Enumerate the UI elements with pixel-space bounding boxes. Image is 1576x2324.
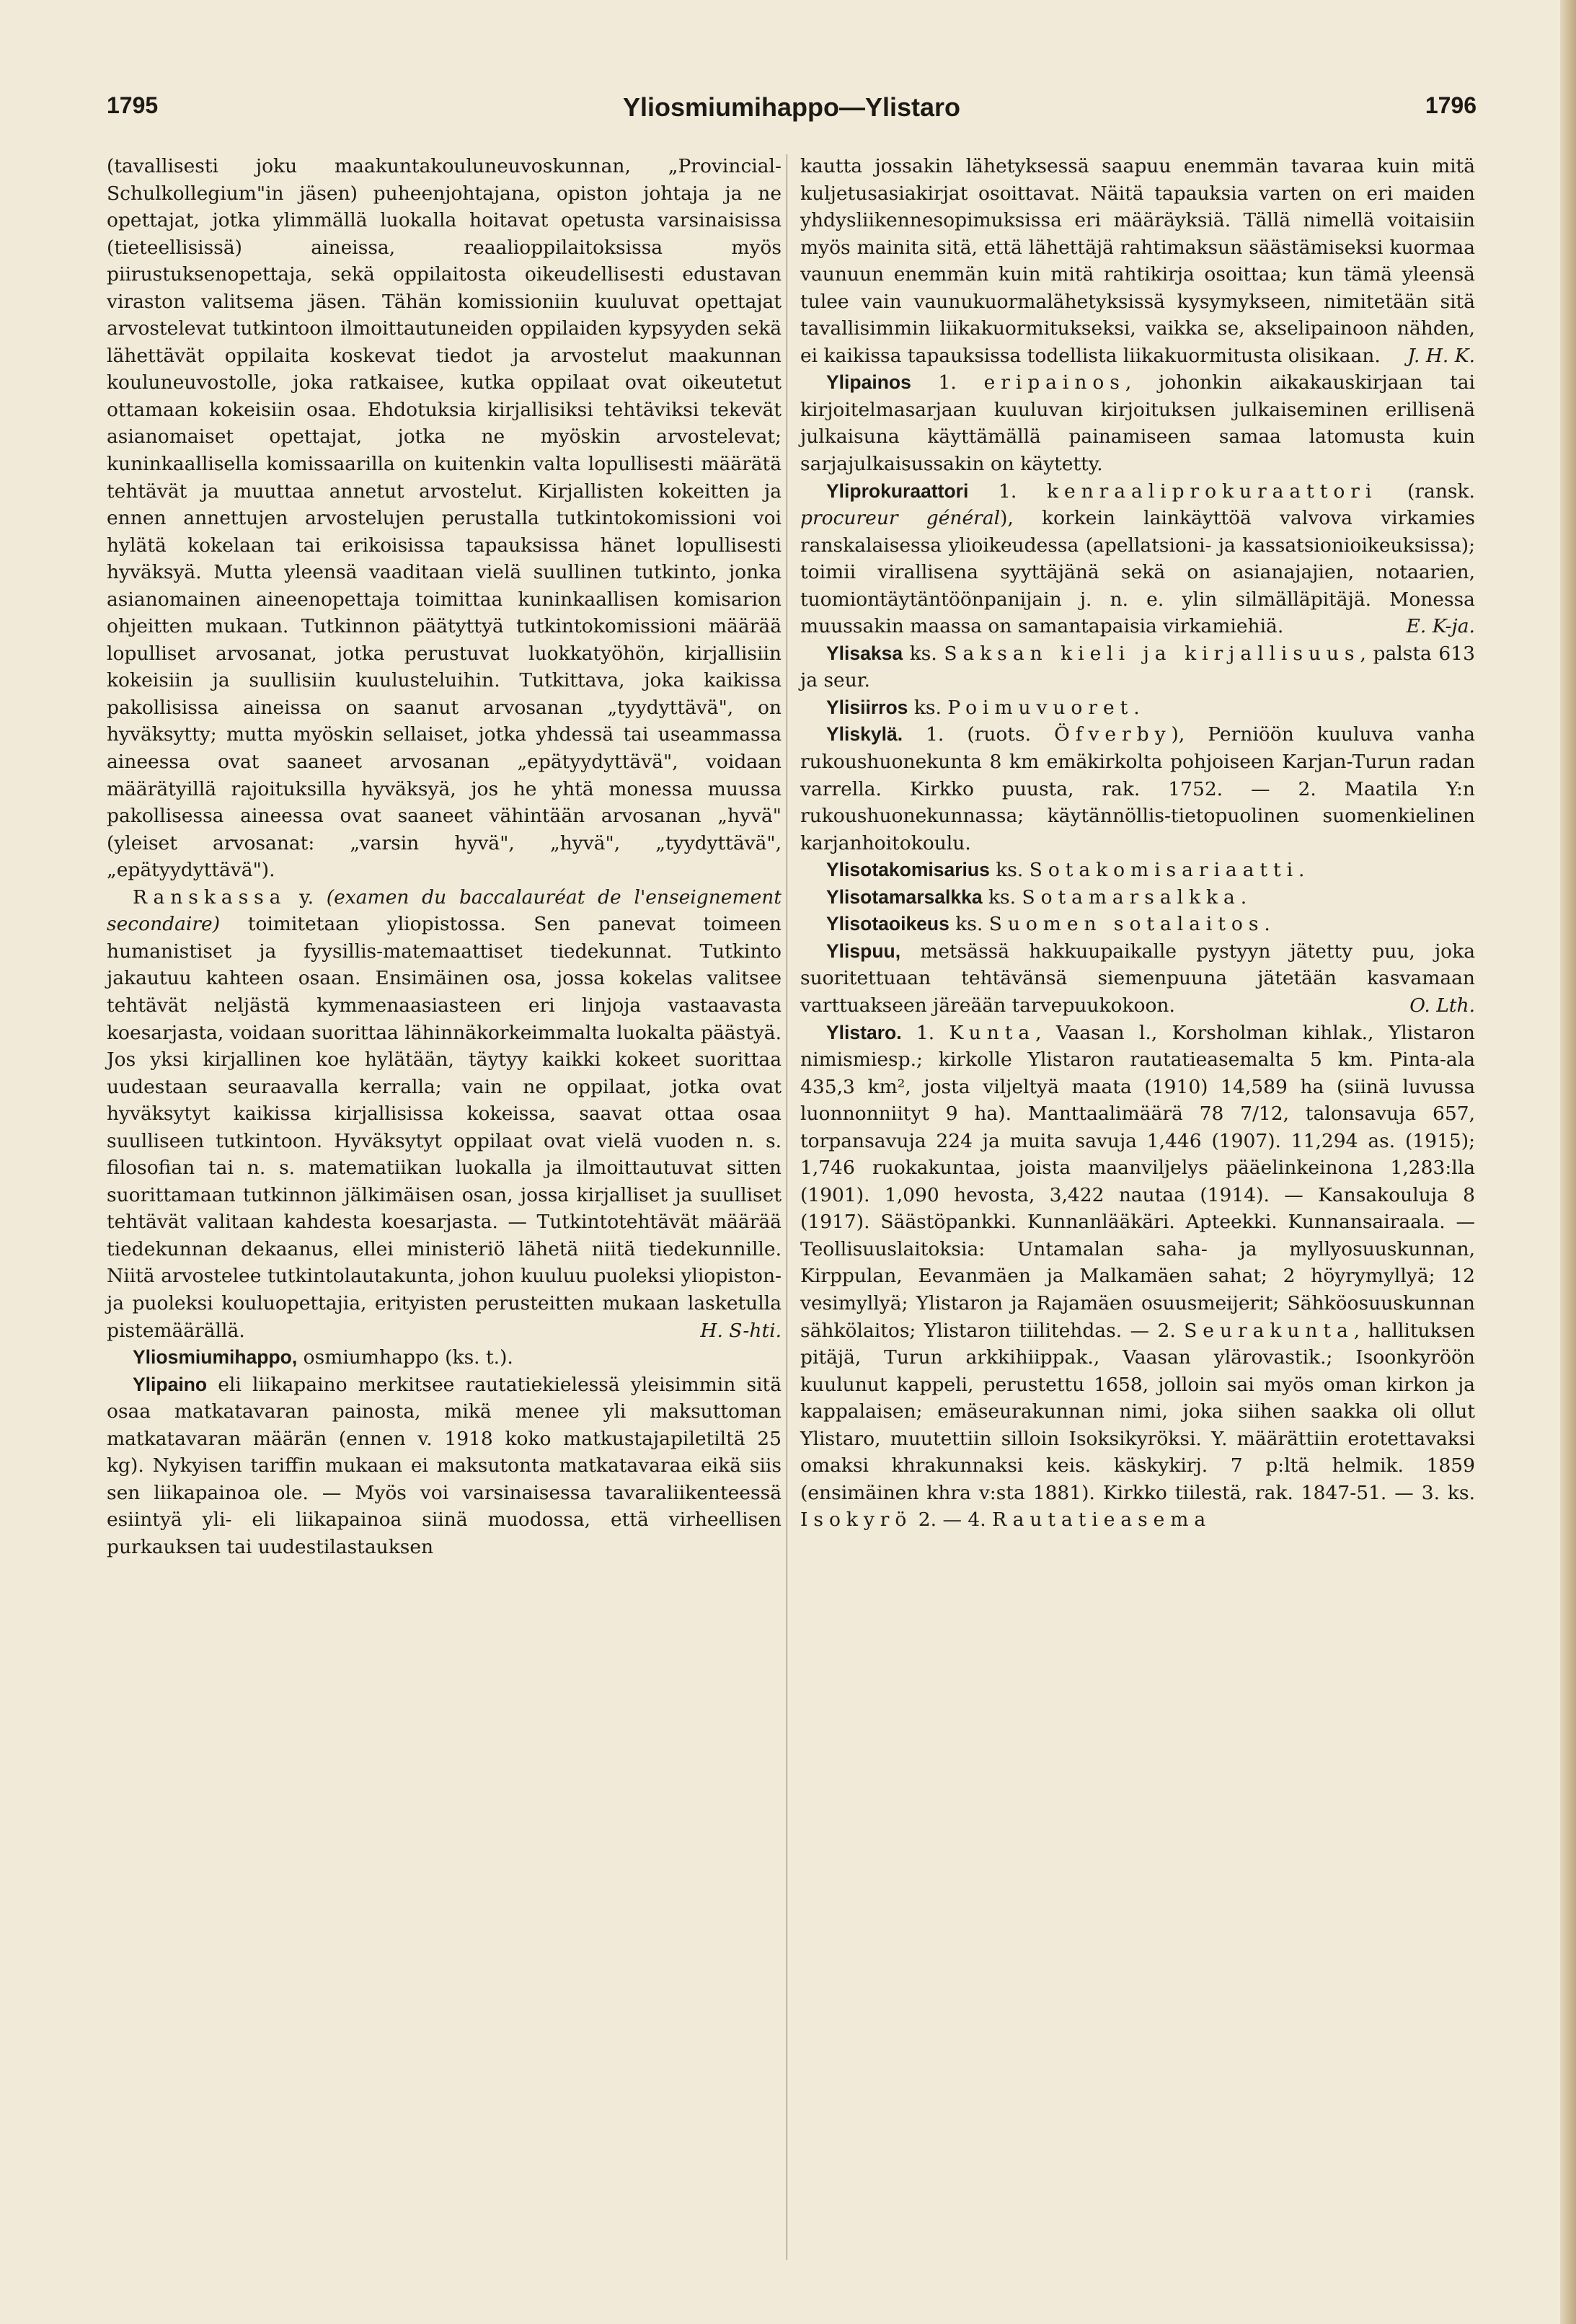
text-run: . xyxy=(1264,913,1270,936)
spaced-term: Öfverby xyxy=(1054,723,1172,746)
spaced-term: Rautatieasema xyxy=(992,1508,1212,1532)
text-run: ks. xyxy=(908,696,948,719)
entry-headword: Yliskylä. xyxy=(826,723,903,746)
spaced-term: Sotakomisariaatti xyxy=(1029,859,1299,882)
left-column xyxy=(107,153,782,1560)
entry-text: metsässä hakkuupaikalle pystyyn jätetty puu, joka suoritettuaan tehtävänsä siemenpuuna jätetään kasvamaan varttuakseen järeään tarvepuukokoon. xyxy=(800,940,1475,1017)
entry-headword: Ylisotakomisarius xyxy=(826,859,990,881)
right-column xyxy=(800,153,1475,1534)
text-run: . xyxy=(1133,696,1140,719)
spaced-term: Seurakunta xyxy=(1184,1319,1354,1342)
spaced-term: Kunta xyxy=(949,1021,1036,1044)
spaced-term: Suomen sotalaitos xyxy=(988,913,1265,936)
author-signature: J. H. K. xyxy=(1407,344,1475,367)
entry-yliosmiumihappo xyxy=(107,1344,782,1371)
entry-text: osmiumhappo (ks. t.). xyxy=(297,1346,513,1369)
entry-headword: Ylipainos xyxy=(826,371,911,394)
france-paragraph xyxy=(107,884,782,1344)
spaced-term: kenraaliprokuraattori xyxy=(1046,480,1378,503)
text-run: , hallituksen pitäjä, Turun arkkihiippak., Vaasan ylärovastik.; Isoonkyröön kuulunut kappeli, perustettu 1658, jolloin sai myös oman kirkon ja kappalaisen; emäseurakunnan nimi, joka siihen saakka oli ollut Ylistaro, muutettiin silloin Isoksikyröksi. Y. määrättiin erotettavaksi omaksi khrakunnaksi keis. käskykirj. 7 p:ltä helmik. 1859 (ensimäinen khra v:sta 1881). Kirkko tiilestä, rak. 1847-51. — 3. ks. xyxy=(800,1319,1475,1504)
entry-ylisiirros xyxy=(800,694,1475,722)
entry-yliskyla xyxy=(800,721,1475,857)
text-run: 1. xyxy=(901,1021,949,1044)
entry-headword: Ylisotaoikeus xyxy=(826,913,949,935)
text-run: ks. xyxy=(949,913,989,936)
entry-ylistaro xyxy=(800,1020,1475,1534)
italic-term: procureur général xyxy=(800,507,1001,530)
text-run: 2. — 4. xyxy=(912,1508,993,1532)
continued-paragraph xyxy=(800,153,1475,369)
spaced-term: eripainos xyxy=(983,371,1125,394)
text-run: 1. xyxy=(911,371,984,394)
author-signature: E. K-ja. xyxy=(1406,615,1475,638)
running-title: Yliosmiumihappo—Ylistaro xyxy=(622,92,961,122)
text-run: 1. xyxy=(968,480,1047,503)
entry-ylisotaoikeus xyxy=(800,911,1475,938)
text-run: , palsta 613 ja seur. xyxy=(800,642,1475,692)
spaced-term: Isokyrö xyxy=(800,1508,913,1532)
text-run: . xyxy=(1240,885,1247,909)
text-run: 1. (ruots. xyxy=(903,723,1055,746)
entry-ylipaino xyxy=(107,1371,782,1561)
entry-headword: Ylistaro. xyxy=(826,1021,902,1043)
spaced-term: Saksan kieli ja kirjallisuus xyxy=(944,642,1360,665)
page-edge-shadow xyxy=(1560,0,1576,2324)
entry-ylisotakomisarius xyxy=(800,857,1475,884)
text-run: y. xyxy=(286,885,327,909)
entry-headword: Ylipaino xyxy=(133,1373,208,1395)
entry-ylipainos xyxy=(800,369,1475,477)
italic-term: (examen du baccalauréat de l'enseignement secondaire) xyxy=(107,885,782,936)
entry-ylisaksa xyxy=(800,640,1475,694)
text-run: toimitetaan yliopistossa. Sen panevat toimeen humanistiset ja fyysillis-matemaattiset tiedekunnat. Tutkinto jakautuu kahteen osaan. Ensimäinen osa, jossa kokelas valitsee tehtävät neljästä kymmenaasiasteen eri linjoja vastaavasta koesarjasta, voidaan suorittaa lähinnäkorkeimmalta luokalta päästyä. Jos yksi kirjallinen koe hylätään, täytyy kaikki kokeet suorittaa uudestaan seuraavalla kerralla; vain ne oppilaat, jotka ovat hyväksytyt kaikissa kirjallisissa kokeissa, saavat ottaa osaa suulliseen tutkintoon. Hyväksytyt oppilaat ovat vielä vuoden n. s. filosofian tai n. s. matematiikan luokalla ja ilmoittautuvat sitten suorittamaan tutkinnon jälkimäisen osan, jossa kirjalliset ja suulliset tehtävät valitaan kahdesta koesarjasta. — Tutkintotehtävät määrää tiedekunnan dekaanus, ellei ministeriö lähetä niitä tiedekunnille. Niitä arvostelee tutkintolautakunta, johon kuuluu puoleksi yliopiston- ja puoleksi kouluopettajia, erityisten perusteitten mukaan lasketulla pistemäärällä. xyxy=(107,913,782,1342)
entry-headword: Ylisiirros xyxy=(826,696,908,718)
entry-headword: Ylisotamarsalkka xyxy=(826,885,983,908)
entry-text: eli liikapaino merkitsee rautatiekielessä yleisimmin sitä osaa matkatavaran painosta, mikä menee yli maksuttoman matkatavaran määrän (ennen v. 1918 koko matkustajapiletiltä 25 kg). Nykyisen tariffin mukaan ei maksutonta matkatavaraa eikä siis sen liikapainoa ole. — Myös voi varsinaisessa tavaraliikenteessä esiintyä yli- eli liikapainoa siinä muodossa, että virheellisen purkauksen tai uudestilastauksen xyxy=(107,1373,782,1558)
author-signature: O. Lth. xyxy=(1409,994,1475,1017)
entry-headword: Yliprokuraattori xyxy=(826,480,969,502)
text-run: , Vaasan l., Korsholman kihlak., Ylistaron nimismiesp.; kirkolle Ylistaron rautatieasemalta 5 km. Pinta-ala 435,3 km², josta viljeltyä maata (1910) 14,589 ha (siinä luvussa luonnonniityt 9 ha). Manttaalimäärä 78 7/12, talonsavuja 657, torpansavuja 224 ja muita savuja 1,446 (1907). 11,294 as. (1915); 1,746 ruokakuntaa, joista maanviljelys pääelinkeinona 1,283:lla (1901). 1,090 hevosta, 3,422 nautaa (1914). — Kansakouluja 8 (1917). Säästöpankki. Kunnanlääkäri. Apteekki. Kunnansairaala. — Teollisuuslaitoksia: Untamalan saha- ja myllyosuuskunnan, Kirppulan, Eevanmäen ja Malkamäen sahat; 2 höyrymyllyä; 12 vesimyllyä; Ylistaron ja Rajamäen osuusmeijerit; Sähköosuuskunnan sähkölaitos; Ylistaron tiilitehdas. — 2. xyxy=(800,1021,1475,1342)
continued-paragraph: (tavallisesti joku maakuntakouluneuvoskunnan, „Provincial-Schulkollegium"in jäsen) puheenjohtajana, opiston johtaja ja ne opettajat, jotka ylimmällä luokalla hoitavat opetusta varsinaisissa (tieteellisissä) aineissa, reaalioppilaitoksissa myös piirustuksenopettaja, sekä oppilaitosta oikeudellisesti edustavan viraston valitsema jäsen. Tähän komissioniin kuuluvat opettajat arvostelevat tutkintoon ilmoittautuneiden oppilaiden kypsyyden sekä lähettävät oppilaita koskevat tiedot ja arvostelut maakunnan kouluneuvostolle, joka ratkaisee, kutka oppilaat ovat oikeutetut ottamaan kokeisiin osaa. Ehdotuksia kirjallisiksi tehtäviksi tekevät asianomaiset opettajat, jotka ne myöskin arvostelevat; kuninkaallisella komissaarilla on kuitenkin valta lopullisesti määrätä tehtävät ja muuttaa annetut arvostelut. Kirjallisten kokeitten ja ennen annettujen arvostelujen perustalla tutkintokomissioni voi hylätä kokelaan tai erikoisissa tapauksissa hänet lopullisesti hyväksyä. Mutta yleensä vaaditaan vielä suullinen tutkinto, jonka asianomainen aineenopettaja toimittaa kuninkaallisen komisarion ohjeitten mukaan. Tutkinnon päätyttyä tutkintokomissioni määrää lopulliset arvosanat, jotka perustuvat luokkatyöhön, kirjallisiin kokeisiin ja suullisiin kuulusteluihin. Tutkittava, joka kaikissa pakollisissa aineissa on saanut arvosanan „tyydyttävä", on hyväksytty; mutta myöskin sellaiset, jotka yhdessä tai useammassa aineessa ovat saaneet arvosanan „epätyydyttävä", voidaan määrätyillä rajoituksilla hyväksyä, jos he yhtä monessa muussa pakollisessa aineessa ovat saaneet vähintään arvosanan „hyvä" (yleiset arvosanat: „varsin hyvä", „hyvä", „tyydyttävä", „epätyydyttävä"). xyxy=(107,155,782,882)
spaced-term: Ranskassa xyxy=(133,885,287,909)
text-run: ks. xyxy=(982,885,1022,909)
entry-ylisotamarsalkka xyxy=(800,884,1475,911)
author-signature: H. S-hti. xyxy=(700,1319,782,1342)
left-page-number: 1795 xyxy=(107,92,159,118)
text-run: (ransk. xyxy=(1377,480,1475,503)
entry-headword: Ylispuu, xyxy=(826,940,901,962)
entry-ylispuu xyxy=(800,938,1475,1020)
entry-text: kautta jossakin lähetyksessä saapuu enemmän tavaraa kuin mitä kuljetusasiakirjat osoittavat. Näitä tapauksia varten on eri maiden yhdysliikennesopimuksissa eri määräyksiä. Tällä nimellä voitaisiin myös mainita sitä, että lähettäjä rahtimaksun säästämiseksi kuormaa vaunuun enemmän kuin mitä rahtikirja osoittaa; kun tämä yleensä tulee vain vaunukuormalähetyksissä kysymykseen, nimitetään sitä tavallisimmin liikakuormitukseksi, vaikka se, akselipainoon nähden, ei kaikissa tapauksissa todellista liikakuormitusta olisikaan. xyxy=(800,155,1475,367)
text-run: ), korkein lainkäyttöä valvova virkamies ranskalaisessa ylioikeudessa (apellatsioni- ja kassatsionioikeuksissa); toimii virallisena syyttäjänä sekä on asianajajien, notaarien, tuomiontäytäntöönpanijain j. n. e. ylin silmälläpitäjä. Monessa muussakin maassa on samantapaisia virkamiehiä. xyxy=(800,507,1475,638)
text-run: ks. xyxy=(989,859,1030,882)
entry-yliprokuraattori xyxy=(800,478,1475,640)
entry-headword: Ylisaksa xyxy=(826,642,903,664)
text-run: ), Perniöön kuuluva vanha rukoushuonekunta 8 km emäkirkolta pohjoiseen Karjan-Turun radan varrella. Kirkko puusta, rak. 1752. — 2. Maatila Y:n rukoushuonekunnassa; käytännöllis-tietopuolinen suomenkielinen karjanhoitokoulu. xyxy=(800,723,1475,854)
spaced-term: Poimuvuoret xyxy=(947,696,1134,719)
page-header xyxy=(107,92,1477,136)
right-page-number: 1796 xyxy=(1425,92,1477,118)
text-run: . xyxy=(1298,859,1305,882)
spaced-term: Sotamarsalkka xyxy=(1022,885,1241,909)
text-run: ks. xyxy=(903,642,944,665)
entry-headword: Yliosmiumihappo, xyxy=(133,1346,298,1369)
text-run: , johonkin aikakauskirjaan tai kirjoitelmasarjaan kuuluvan kirjoituksen julkaiseminen erillisenä julkaisuna käyttämällä painamiseen samaa latomusta kuin sarjajulkaisussakin on käytetty. xyxy=(800,371,1475,476)
